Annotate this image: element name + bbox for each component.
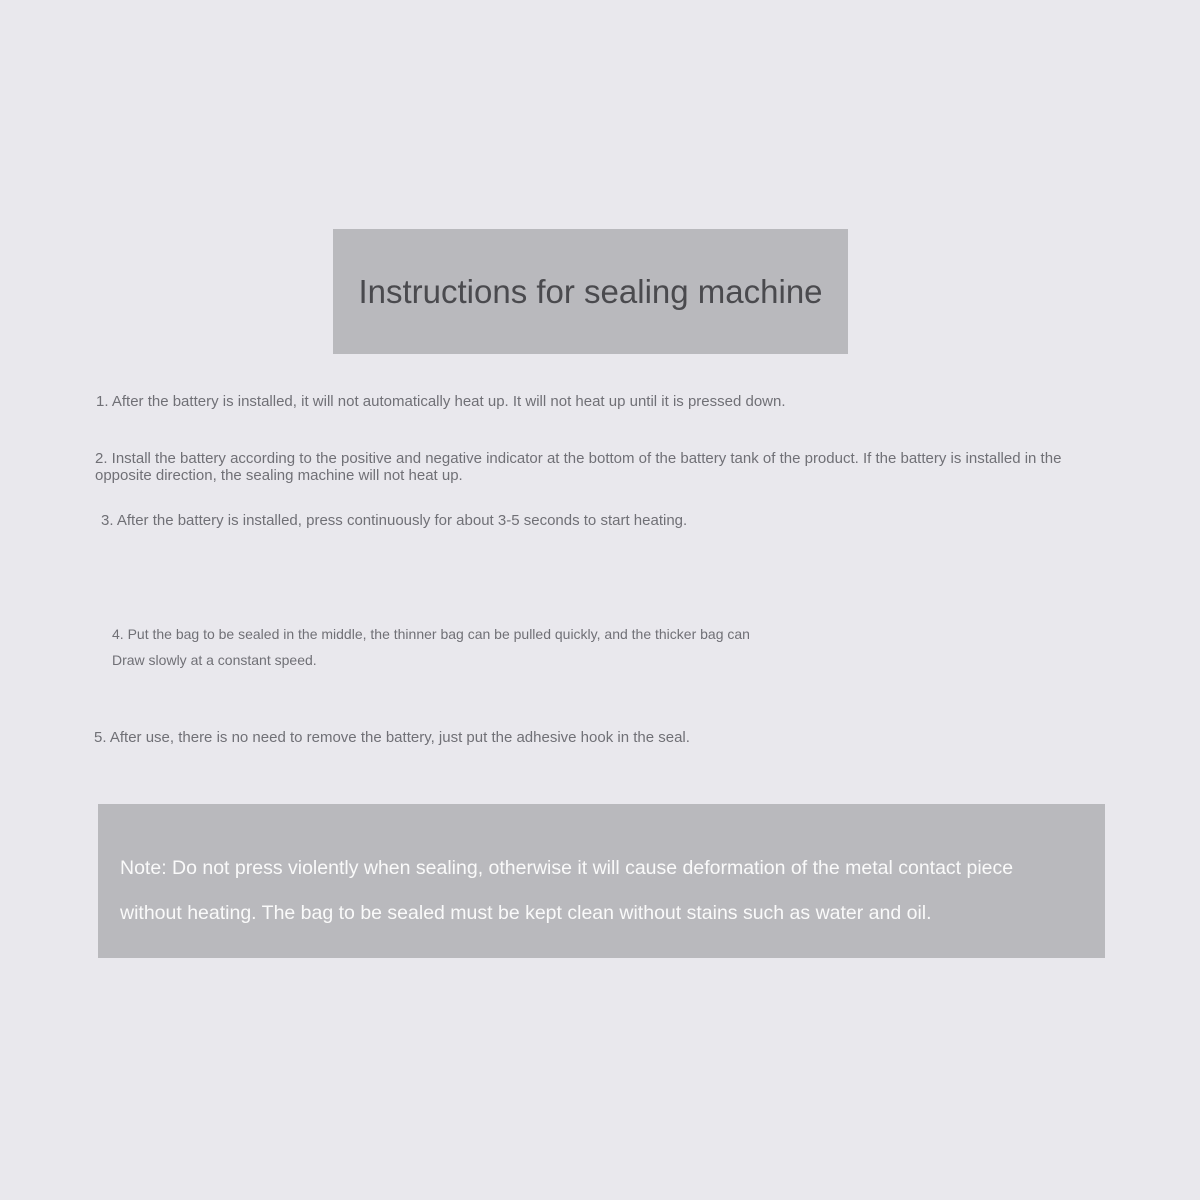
title-banner: [333, 229, 848, 354]
instruction-step-4: [94, 617, 750, 669]
instruction-step-3: [101, 512, 687, 529]
step-4-continuation: Draw slowly at a constant speed.: [112, 652, 317, 668]
page-title: Instructions for sealing machine: [358, 272, 823, 310]
step-3-text: 3. After the battery is installed, press continuously for about 3-5 seconds to start heating.: [101, 512, 688, 529]
step-1-text: 1. After the battery is installed, it will not automatically heat up. It will not heat up until it is pressed down.: [96, 393, 786, 410]
note-banner: [98, 804, 1105, 958]
step-2-text: 2. Install the battery according to the positive and negative indicator at the bottom of the battery tank of the product. If the battery is installed in the: [95, 450, 1062, 467]
step-4-text: 4. Put the bag to be sealed in the middle, the thinner bag can be pulled quickly, and the thicker bag can: [112, 626, 750, 642]
instruction-step-5: [94, 729, 690, 746]
instruction-step-2: [95, 450, 1061, 484]
instruction-step-1: [96, 393, 786, 410]
note-line-1: Note: Do not press violently when sealing, otherwise it will cause deformation of the metal contact piece: [120, 857, 1014, 879]
step-5-text: 5. After use, there is no need to remove the battery, just put the adhesive hook in the seal.: [94, 729, 690, 746]
step-2-continuation: opposite direction, the sealing machine will not heat up.: [95, 467, 463, 484]
note-line-2: without heating. The bag to be sealed must be kept clean without stains such as water and oil.: [120, 902, 932, 924]
